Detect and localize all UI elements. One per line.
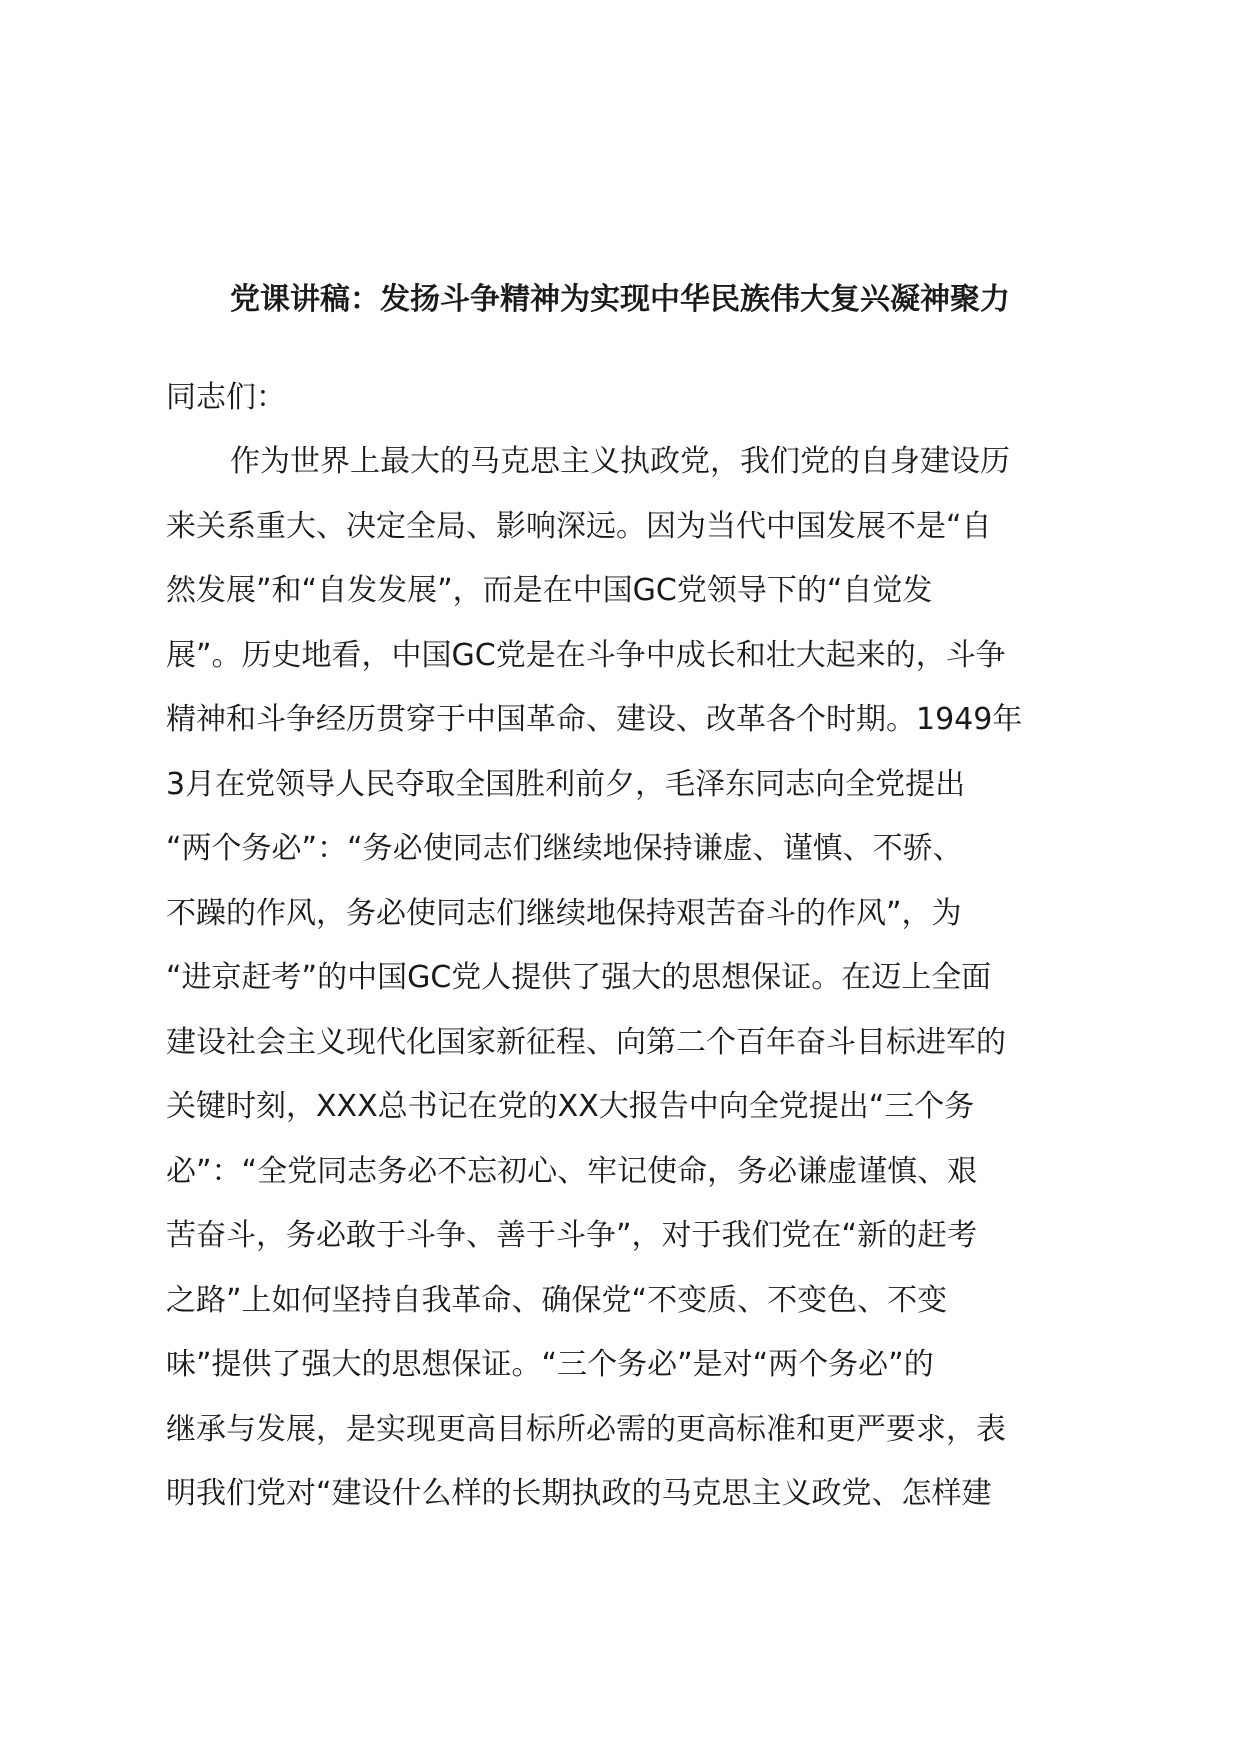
paragraph-line: 然发展”和“自发发展”，而是在中国GC党领导下的“自觉发: [166, 573, 933, 608]
paragraph-line: “两个务必”：“务必使同志们继续地保持谦虚、谨慎、不骄、: [166, 831, 963, 866]
paragraph-line: 建设社会主义现代化国家新征程、向第二个百年奋斗目标进军的: [166, 1024, 1006, 1060]
paragraph-line: 明我们党对“建设什么样的长期执政的马克思主义政党、怎样建: [166, 1476, 992, 1511]
paragraph-line: 继承与发展，是实现更高目标所必需的更高标准和更严要求，表: [166, 1411, 1006, 1447]
paragraph-line: 之路”上如何坚持自我革命、确保党“不变质、不变色、不变: [166, 1282, 948, 1318]
paragraph-line: 展”。历史地看，中国GC党是在斗争中成长和壮大起来的，斗争: [166, 637, 1006, 673]
paragraph-line: 不躁的作风，务必使同志们继续地保持艰苦奋斗的作风”，为: [166, 895, 962, 931]
paragraph-line: 来关系重大、决定全局、影响深远。因为当代中国发展不是“自: [166, 508, 992, 544]
document-title: 党课讲稿：发扬斗争精神为实现中华民族伟大复兴凝神聚力: [230, 282, 1010, 317]
paragraph-line: 作为世界上最大的马克思主义执政党，我们党的自身建设历: [230, 444, 1010, 479]
paragraph-line: 苦奋斗，务必敢于斗争、善于斗争”，对于我们党在“新的赶考: [166, 1218, 978, 1253]
paragraph-line: 必”：“全党同志务必不忘初心、牢记使命，务必谦虚谨慎、艰: [166, 1153, 978, 1189]
paragraph-line: “进京赶考”的中国GC党人提供了强大的思想保证。在迈上全面: [166, 960, 992, 995]
paragraph-line: 3月在党领导人民夺取全国胜利前夕，毛泽东同志向全党提出: [166, 766, 966, 802]
paragraph-line: 关键时刻，XXX总书记在党的XX大报告中向全党提出“三个务: [166, 1089, 975, 1124]
salutation: 同志们：: [166, 380, 286, 415]
paragraph-line: 精神和斗争经历贯穿于中国革命、建设、改革各个时期。1949年: [166, 702, 1023, 737]
paragraph-line: 味”提供了强大的思想保证。“三个务必”是对“两个务必”的: [166, 1347, 934, 1382]
body-paragraph: [166, 438, 1126, 1535]
